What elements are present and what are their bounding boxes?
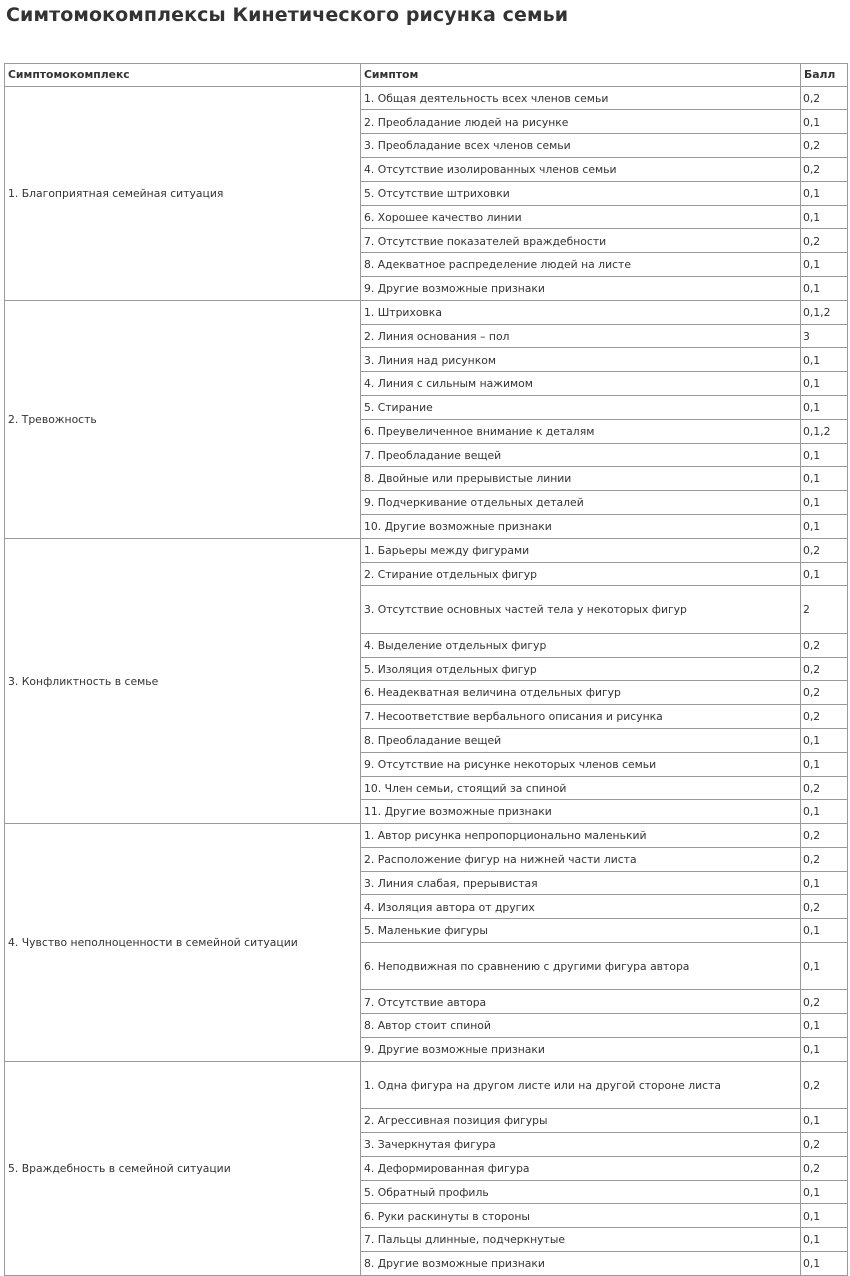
symptom-cell: 7. Несоответствие вербального описания и рисунка <box>361 705 801 729</box>
score-cell: 0,1 <box>801 1014 848 1038</box>
table-row <box>5 538 848 562</box>
symptom-cell: 6. Хорошее качество линии <box>361 205 801 229</box>
complex-cell: 1. Благоприятная семейная ситуация <box>5 86 361 300</box>
score-cell: 0,2 <box>801 895 848 919</box>
score-cell: 0,1 <box>801 1204 848 1228</box>
symptom-cell: 10. Член семьи, стоящий за спиной <box>361 776 801 800</box>
score-cell: 0,2 <box>801 1061 848 1108</box>
symptom-cell: 4. Деформированная фигура <box>361 1156 801 1180</box>
score-cell: 0,2 <box>801 681 848 705</box>
symptom-cell: 9. Другие возможные признаки <box>361 276 801 300</box>
score-cell: 0,1 <box>801 800 848 824</box>
symptom-cell: 2. Линия основания – пол <box>361 324 801 348</box>
symptom-cell: 2. Преобладание людей на рисунке <box>361 110 801 134</box>
score-cell: 0,1 <box>801 443 848 467</box>
table-row <box>5 824 848 848</box>
symptom-cell: 3. Отсутствие основных частей тела у некоторых фигур <box>361 586 801 633</box>
score-cell: 0,1 <box>801 1252 848 1276</box>
score-cell: 0,2 <box>801 229 848 253</box>
symptom-cell: 1. Одна фигура на другом листе или на другой стороне листа <box>361 1061 801 1108</box>
symptom-cell: 9. Другие возможные признаки <box>361 1038 801 1062</box>
symptom-cell: 4. Отсутствие изолированных членов семьи <box>361 157 801 181</box>
header-complex: Симптомокомплекс <box>5 64 361 87</box>
score-cell: 0,1 <box>801 514 848 538</box>
score-cell: 0,2 <box>801 705 848 729</box>
header-symptom: Симптом <box>361 64 801 87</box>
score-cell: 0,1 <box>801 1228 848 1252</box>
table-row <box>5 300 848 324</box>
symptom-cell: 1. Автор рисунка непропорционально маленький <box>361 824 801 848</box>
score-cell: 0,1 <box>801 562 848 586</box>
symptom-cell: 8. Другие возможные признаки <box>361 1252 801 1276</box>
symptom-cell: 3. Линия над рисунком <box>361 348 801 372</box>
score-cell: 0,1 <box>801 1180 848 1204</box>
symptom-cell: 10. Другие возможные признаки <box>361 514 801 538</box>
symptom-cell: 3. Зачеркнутая фигура <box>361 1133 801 1157</box>
symptom-cell: 8. Двойные или прерывистые линии <box>361 467 801 491</box>
page-title: Симтомокомплексы Кинетического рисунка семьи <box>6 4 569 26</box>
symptom-cell: 7. Отсутствие автора <box>361 990 801 1014</box>
score-cell: 0,2 <box>801 847 848 871</box>
symptom-cell: 5. Изоляция отдельных фигур <box>361 657 801 681</box>
symptom-cell: 2. Стирание отдельных фигур <box>361 562 801 586</box>
symptom-cell: 11. Другие возможные признаки <box>361 800 801 824</box>
score-cell: 0,1 <box>801 752 848 776</box>
symptom-cell: 4. Изоляция автора от других <box>361 895 801 919</box>
symptom-cell: 8. Автор стоит спиной <box>361 1014 801 1038</box>
score-cell: 0,2 <box>801 134 848 158</box>
symptom-cell: 1. Барьеры между фигурами <box>361 538 801 562</box>
score-cell: 0,1 <box>801 372 848 396</box>
score-cell: 0,1 <box>801 943 848 990</box>
score-cell: 2 <box>801 586 848 633</box>
table-row <box>5 86 848 110</box>
symptom-table <box>4 63 848 1276</box>
symptom-cell: 6. Неадекватная величина отдельных фигур <box>361 681 801 705</box>
score-cell: 0,2 <box>801 86 848 110</box>
symptom-cell: 7. Пальцы длинные, подчеркнутые <box>361 1228 801 1252</box>
score-cell: 0,2 <box>801 657 848 681</box>
score-cell: 0,1 <box>801 1109 848 1133</box>
score-cell: 0,1,2 <box>801 300 848 324</box>
symptom-cell: 1. Общая деятельность всех членов семьи <box>361 86 801 110</box>
complex-cell: 2. Тревожность <box>5 300 361 538</box>
complex-cell: 4. Чувство неполноценности в семейной ситуации <box>5 824 361 1062</box>
score-cell: 0,2 <box>801 776 848 800</box>
score-cell: 0,2 <box>801 990 848 1014</box>
score-cell: 0,1 <box>801 395 848 419</box>
score-cell: 0,1 <box>801 110 848 134</box>
score-cell: 0,1 <box>801 728 848 752</box>
complex-cell: 5. Враждебность в семейной ситуации <box>5 1061 361 1275</box>
symptom-cell: 5. Стирание <box>361 395 801 419</box>
symptom-cell: 5. Маленькие фигуры <box>361 919 801 943</box>
score-cell: 0,1 <box>801 205 848 229</box>
score-cell: 3 <box>801 324 848 348</box>
symptom-cell: 6. Руки раскинуты в стороны <box>361 1204 801 1228</box>
score-cell: 0,2 <box>801 824 848 848</box>
table-row <box>5 1061 848 1108</box>
score-cell: 0,2 <box>801 157 848 181</box>
symptom-cell: 6. Неподвижная по сравнению с другими фигура автора <box>361 943 801 990</box>
symptom-cell: 9. Подчеркивание отдельных деталей <box>361 491 801 515</box>
symptom-cell: 5. Отсутствие штриховки <box>361 181 801 205</box>
score-cell: 0,2 <box>801 538 848 562</box>
symptom-cell: 4. Выделение отдельных фигур <box>361 633 801 657</box>
symptom-cell: 8. Преобладание вещей <box>361 728 801 752</box>
score-cell: 0,1 <box>801 919 848 943</box>
symptom-cell: 7. Преобладание вещей <box>361 443 801 467</box>
symptom-cell: 3. Линия слабая, прерывистая <box>361 871 801 895</box>
score-cell: 0,1 <box>801 276 848 300</box>
score-cell: 0,1 <box>801 181 848 205</box>
score-cell: 0,1 <box>801 491 848 515</box>
symptom-cell: 7. Отсутствие показателей враждебности <box>361 229 801 253</box>
symptom-cell: 1. Штриховка <box>361 300 801 324</box>
symptom-cell: 2. Агрессивная позиция фигуры <box>361 1109 801 1133</box>
symptom-cell: 6. Преувеличенное внимание к деталям <box>361 419 801 443</box>
score-cell: 0,2 <box>801 1133 848 1157</box>
symptom-cell: 8. Адекватное распределение людей на листе <box>361 253 801 277</box>
symptom-cell: 9. Отсутствие на рисунке некоторых членов семьи <box>361 752 801 776</box>
table-body <box>5 86 848 1275</box>
header-score: Балл <box>801 64 848 87</box>
score-cell: 0,1 <box>801 253 848 277</box>
score-cell: 0,1 <box>801 1038 848 1062</box>
score-cell: 0,1,2 <box>801 419 848 443</box>
table-header-row <box>5 64 848 87</box>
score-cell: 0,2 <box>801 633 848 657</box>
symptom-cell: 2. Расположение фигур на нижней части листа <box>361 847 801 871</box>
symptom-cell: 3. Преобладание всех членов семьи <box>361 134 801 158</box>
complex-cell: 3. Конфликтность в семье <box>5 538 361 823</box>
symptom-cell: 5. Обратный профиль <box>361 1180 801 1204</box>
score-cell: 0,1 <box>801 871 848 895</box>
score-cell: 0,1 <box>801 348 848 372</box>
score-cell: 0,1 <box>801 467 848 491</box>
score-cell: 0,2 <box>801 1156 848 1180</box>
symptom-cell: 4. Линия с сильным нажимом <box>361 372 801 396</box>
